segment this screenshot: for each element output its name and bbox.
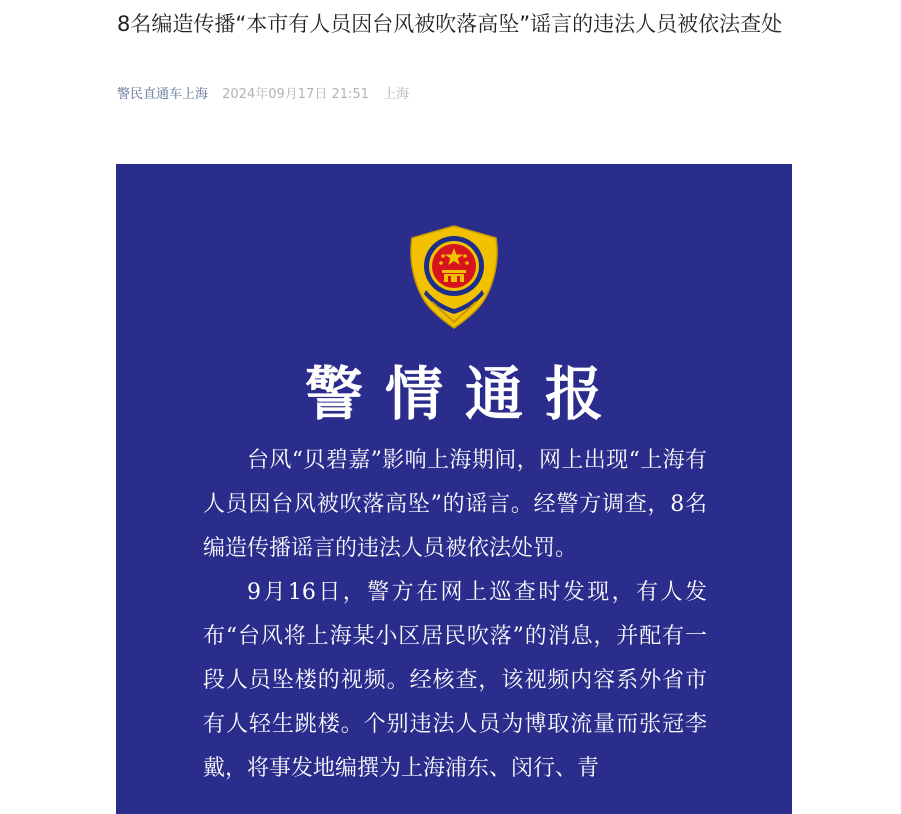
publish-date: 2024年09月17日 21:51: [222, 87, 369, 102]
bulletin-body: [203, 439, 707, 791]
police-emblem-icon: [402, 224, 506, 330]
account-name-link[interactable]: 警民直通车上海: [117, 87, 209, 102]
article-meta: [117, 86, 409, 104]
police-bulletin-image: [116, 164, 792, 814]
article-title: 8名编造传播“本市有人员因台风被吹落高坠”谣言的违法人员被依法查处: [117, 12, 783, 36]
bulletin-paragraph: 9月16日，警方在网上巡查时发现，有人发布“台风将上海某小区居民吹落”的消息，并配有一段人员坠楼的视频。经核查，该视频内容系外省市有人轻生跳楼。个别违法人员为博取流量而张冠李戴，将事发地编撰为上海浦东、闵行、青: [203, 580, 707, 781]
publish-location: 上海: [383, 87, 410, 102]
bulletin-heading: 警情通报: [304, 360, 625, 428]
bulletin-paragraph: 台风“贝碧嘉”影响上海期间，网上出现“上海有人员因台风被吹落高坠”的谣言。经警方调查，8名编造传播谣言的违法人员被依法处罚。: [203, 448, 707, 561]
